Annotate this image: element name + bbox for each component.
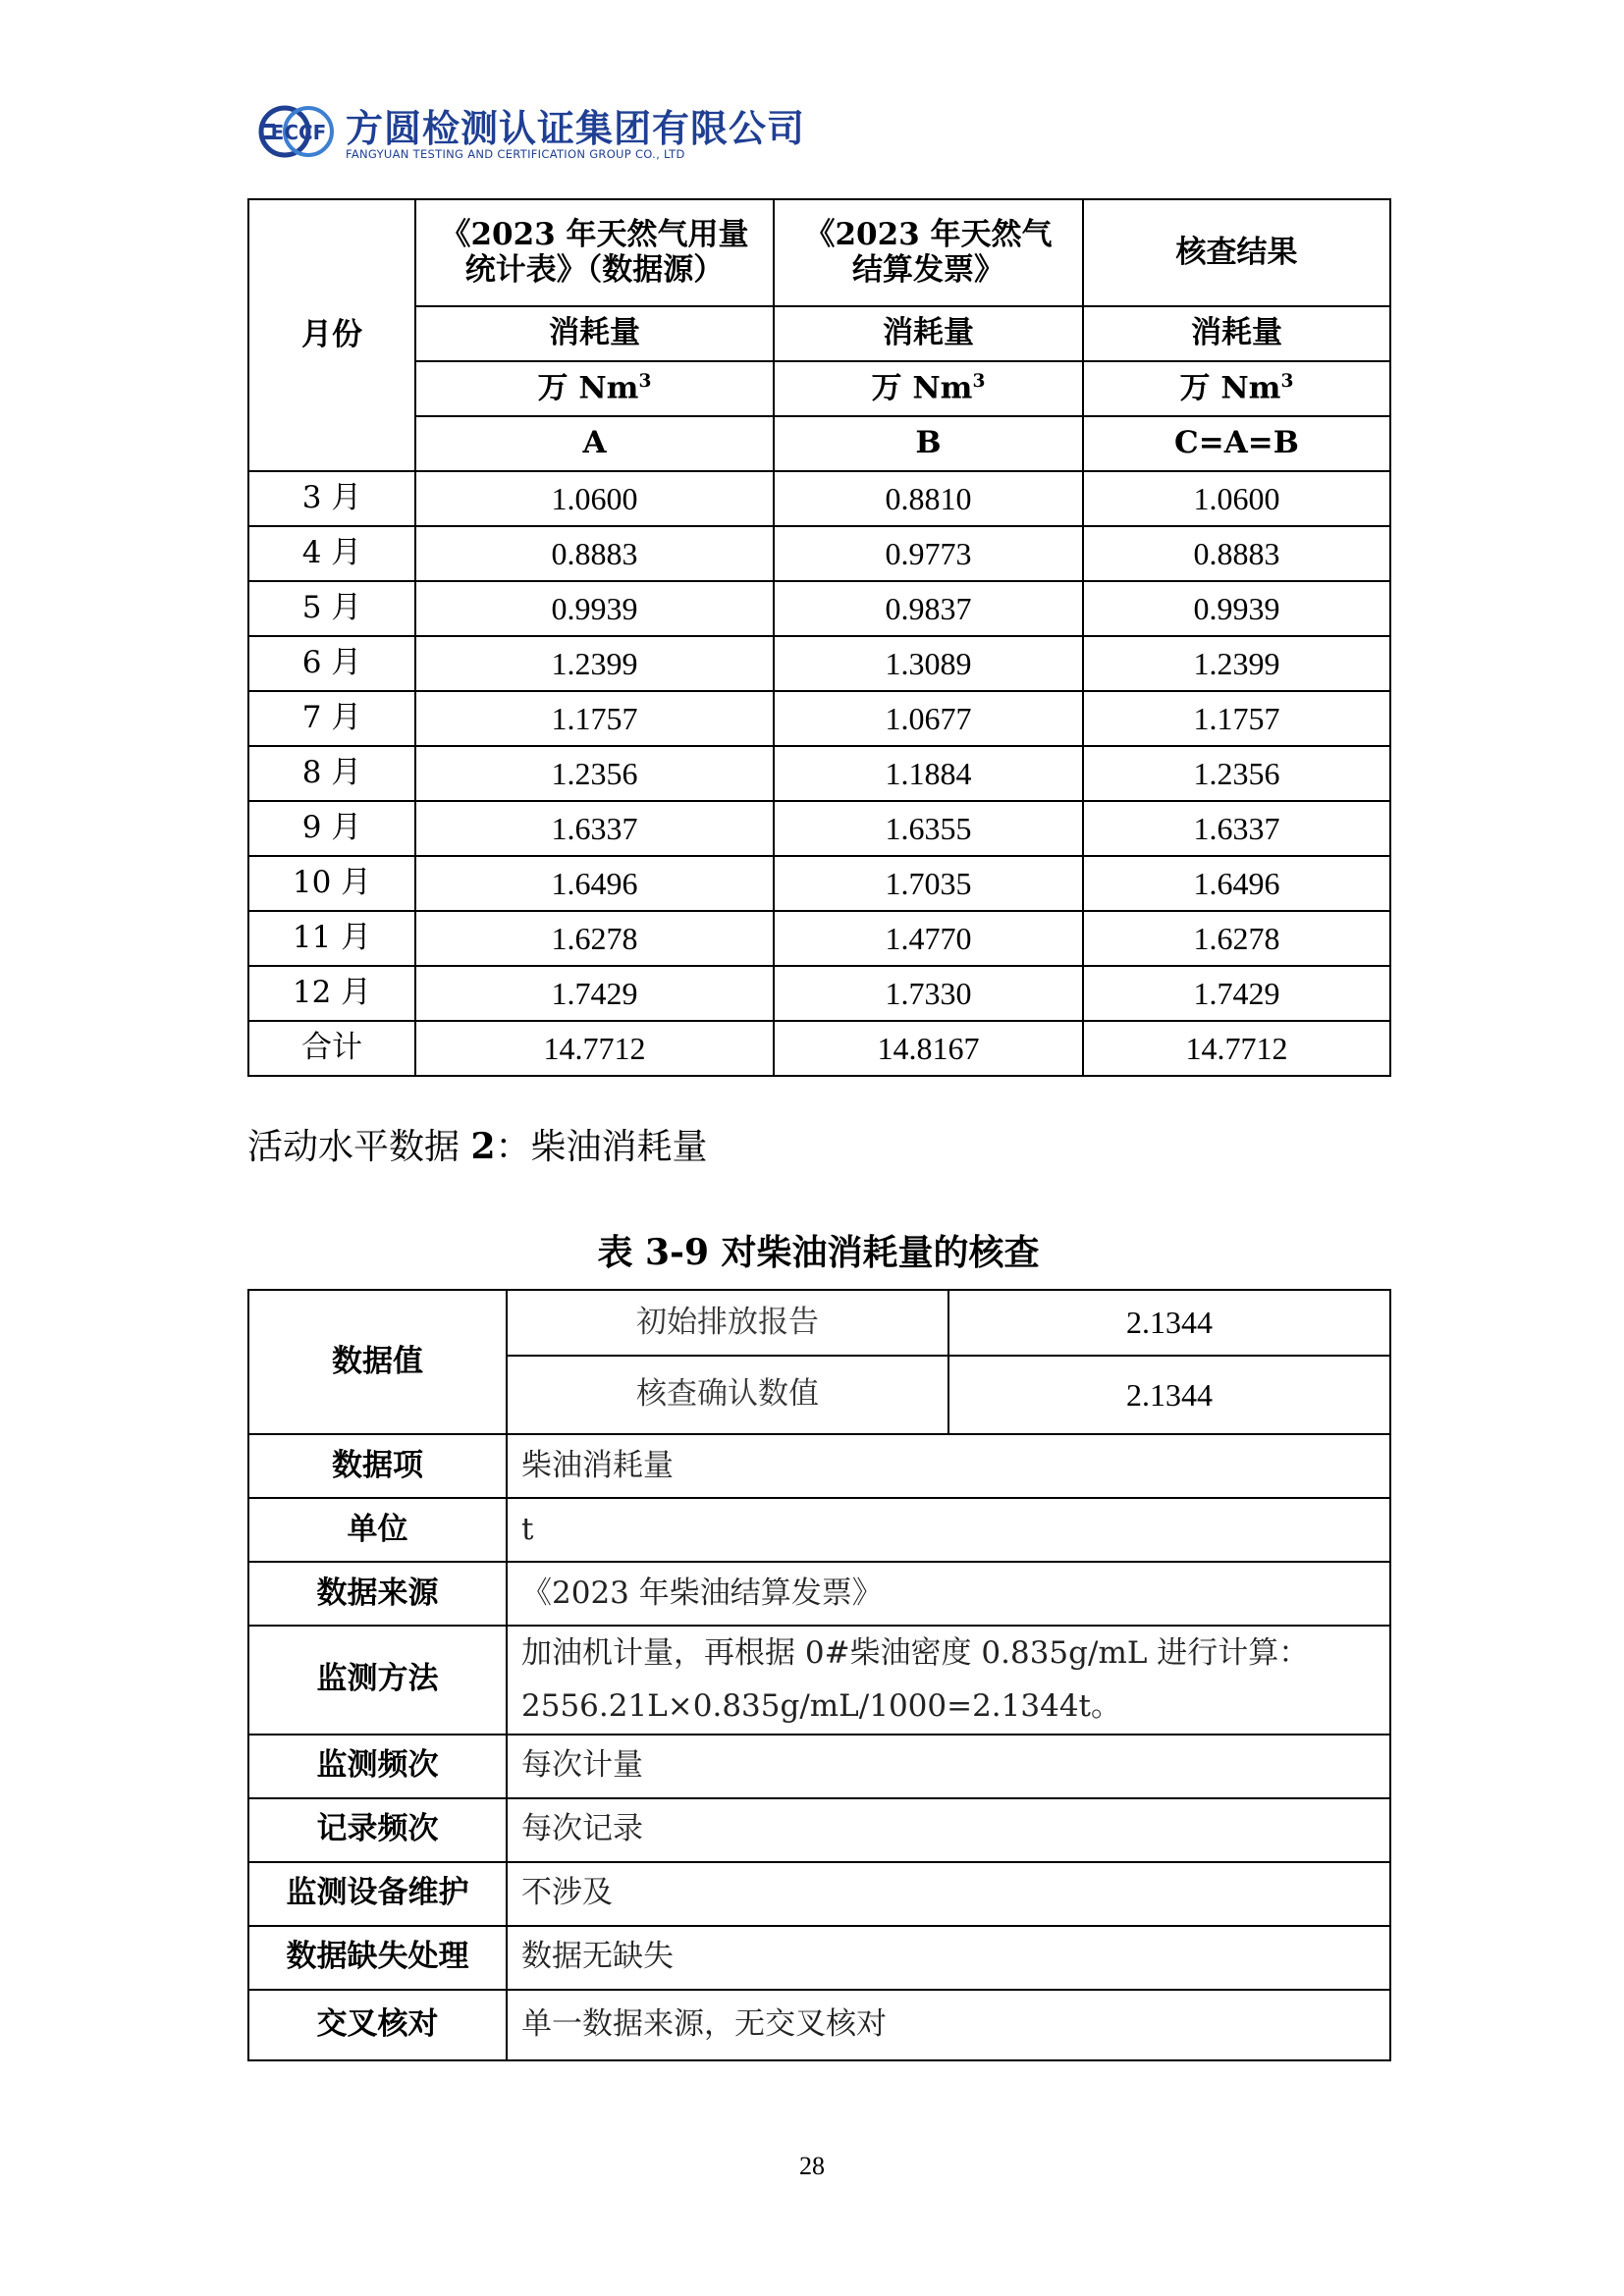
col-a-unit: 万 Nm$^3$ (415, 361, 774, 416)
value-a-cell: 1.6337 (415, 801, 774, 856)
table-row (248, 636, 1390, 691)
row-value (507, 1626, 1390, 1735)
value-b-cell: 1.3089 (774, 636, 1083, 691)
diesel-verification-table (247, 1289, 1391, 2061)
method-line-2: 2556.21L×0.835g/mL/1000=2.1344t。 (521, 1688, 1122, 1725)
value-c-cell: 1.2356 (1083, 746, 1390, 801)
company-name-en: FANGYUAN TESTING AND CERTIFICATION GROUP CO., LTD (346, 147, 685, 161)
value-a-cell: 1.0600 (415, 471, 774, 526)
row-value: t (507, 1498, 1390, 1562)
value-c-cell: 1.7429 (1083, 966, 1390, 1021)
col-c-consumption: 消耗量 (1083, 306, 1390, 361)
value-a-cell: 1.6496 (415, 856, 774, 911)
month-cell: 8 月 (248, 746, 415, 801)
table-row (248, 1926, 1390, 1990)
section-heading: 活动水平数据 2：柴油消耗量 (247, 1126, 708, 1167)
table-row (248, 581, 1390, 636)
table-row (248, 1498, 1390, 1562)
natural-gas-table (247, 198, 1391, 1077)
value-c-cell: 1.6278 (1083, 911, 1390, 966)
row-label: 数据项 (248, 1434, 507, 1498)
row-label: 监测设备维护 (248, 1862, 507, 1926)
col-a-code: A (415, 416, 774, 471)
table-row (248, 801, 1390, 856)
value-a-cell: 1.7429 (415, 966, 774, 1021)
table-row (248, 526, 1390, 581)
company-name-cn: 方圆检测认证集团有限公司 (346, 107, 806, 150)
month-cell: 5 月 (248, 581, 415, 636)
table-row (248, 911, 1390, 966)
initial-report-label: 初始排放报告 (507, 1290, 948, 1356)
row-label: 监测频次 (248, 1735, 507, 1798)
table-row (248, 1990, 1390, 2060)
value-b-cell: 0.8810 (774, 471, 1083, 526)
method-line-1: 加油机计量，再根据 0#柴油密度 0.835g/mL 进行计算： (521, 1635, 1310, 1671)
month-cell: 9 月 (248, 801, 415, 856)
company-header (257, 98, 806, 169)
value-c-cell: 1.2399 (1083, 636, 1390, 691)
month-cell: 11 月 (248, 911, 415, 966)
table-row (248, 856, 1390, 911)
logo-mark-text: ECCF (270, 121, 327, 144)
verified-value: 2.1344 (948, 1356, 1390, 1434)
page-number: 28 (799, 2152, 825, 2180)
table-row (248, 1434, 1390, 1498)
table-row (248, 1798, 1390, 1862)
table-row (248, 1735, 1390, 1798)
total-b-cell: 14.8167 (774, 1021, 1083, 1076)
company-logo-icon (257, 104, 340, 159)
total-a-cell: 14.7712 (415, 1021, 774, 1076)
month-cell: 12 月 (248, 966, 415, 1021)
value-a-cell: 1.6278 (415, 911, 774, 966)
table-row (248, 746, 1390, 801)
value-a-cell: 1.1757 (415, 691, 774, 746)
total-c-cell: 14.7712 (1083, 1021, 1390, 1076)
value-c-cell: 0.9939 (1083, 581, 1390, 636)
col-b-consumption: 消耗量 (774, 306, 1083, 361)
row-label: 单位 (248, 1498, 507, 1562)
value-b-cell: 1.1884 (774, 746, 1083, 801)
value-a-cell: 1.2399 (415, 636, 774, 691)
initial-report-value: 2.1344 (948, 1290, 1390, 1356)
value-c-cell: 1.0600 (1083, 471, 1390, 526)
value-a-cell: 0.9939 (415, 581, 774, 636)
table-row (248, 471, 1390, 526)
total-row (248, 1021, 1390, 1076)
value-b-cell: 0.9837 (774, 581, 1083, 636)
value-b-cell: 1.4770 (774, 911, 1083, 966)
col-c-code: C=A=B (1083, 416, 1390, 471)
row-value: 柴油消耗量 (507, 1434, 1390, 1498)
verified-label: 核查确认数值 (507, 1356, 948, 1434)
total-label: 合计 (248, 1021, 415, 1076)
value-b-cell: 1.0677 (774, 691, 1083, 746)
row-label: 记录频次 (248, 1798, 507, 1862)
value-b-cell: 1.7330 (774, 966, 1083, 1021)
table-row (248, 1626, 1390, 1735)
value-b-cell: 0.9773 (774, 526, 1083, 581)
table-caption: 表 3-9 对柴油消耗量的核查 (597, 1232, 1040, 1273)
value-c-cell: 1.6337 (1083, 801, 1390, 856)
table-row (248, 966, 1390, 1021)
col-b-code: B (774, 416, 1083, 471)
value-b-cell: 1.7035 (774, 856, 1083, 911)
month-cell: 6 月 (248, 636, 415, 691)
table-row (248, 1862, 1390, 1926)
col-a-title: 《2023 年天然气用量统计表》（数据源） (415, 199, 774, 306)
col-b-title: 《2023 年天然气结算发票》 (774, 199, 1083, 306)
row-label: 交叉核对 (248, 1990, 507, 2060)
value-a-cell: 0.8883 (415, 526, 774, 581)
month-cell: 4 月 (248, 526, 415, 581)
col-c-unit: 万 Nm$^3$ (1083, 361, 1390, 416)
row-value: 不涉及 (507, 1862, 1390, 1926)
row-value: 《2023 年柴油结算发票》 (507, 1562, 1390, 1626)
table-row (248, 1562, 1390, 1626)
value-c-cell: 0.8883 (1083, 526, 1390, 581)
row-label: 数据缺失处理 (248, 1926, 507, 1990)
month-header: 月份 (248, 199, 415, 471)
value-a-cell: 1.2356 (415, 746, 774, 801)
month-cell: 7 月 (248, 691, 415, 746)
col-a-consumption: 消耗量 (415, 306, 774, 361)
row-label: 监测方法 (248, 1626, 507, 1735)
row-value: 数据无缺失 (507, 1926, 1390, 1990)
row-value: 每次计量 (507, 1735, 1390, 1798)
col-b-unit: 万 Nm$^3$ (774, 361, 1083, 416)
value-c-cell: 1.1757 (1083, 691, 1390, 746)
table-row (248, 691, 1390, 746)
value-b-cell: 1.6355 (774, 801, 1083, 856)
row-value: 每次记录 (507, 1798, 1390, 1862)
row-value: 单一数据来源，无交叉核对 (507, 1990, 1390, 2060)
data-value-label: 数据值 (248, 1290, 507, 1434)
month-cell: 3 月 (248, 471, 415, 526)
row-label: 数据来源 (248, 1562, 507, 1626)
month-cell: 10 月 (248, 856, 415, 911)
col-c-title: 核查结果 (1083, 199, 1390, 306)
value-c-cell: 1.6496 (1083, 856, 1390, 911)
